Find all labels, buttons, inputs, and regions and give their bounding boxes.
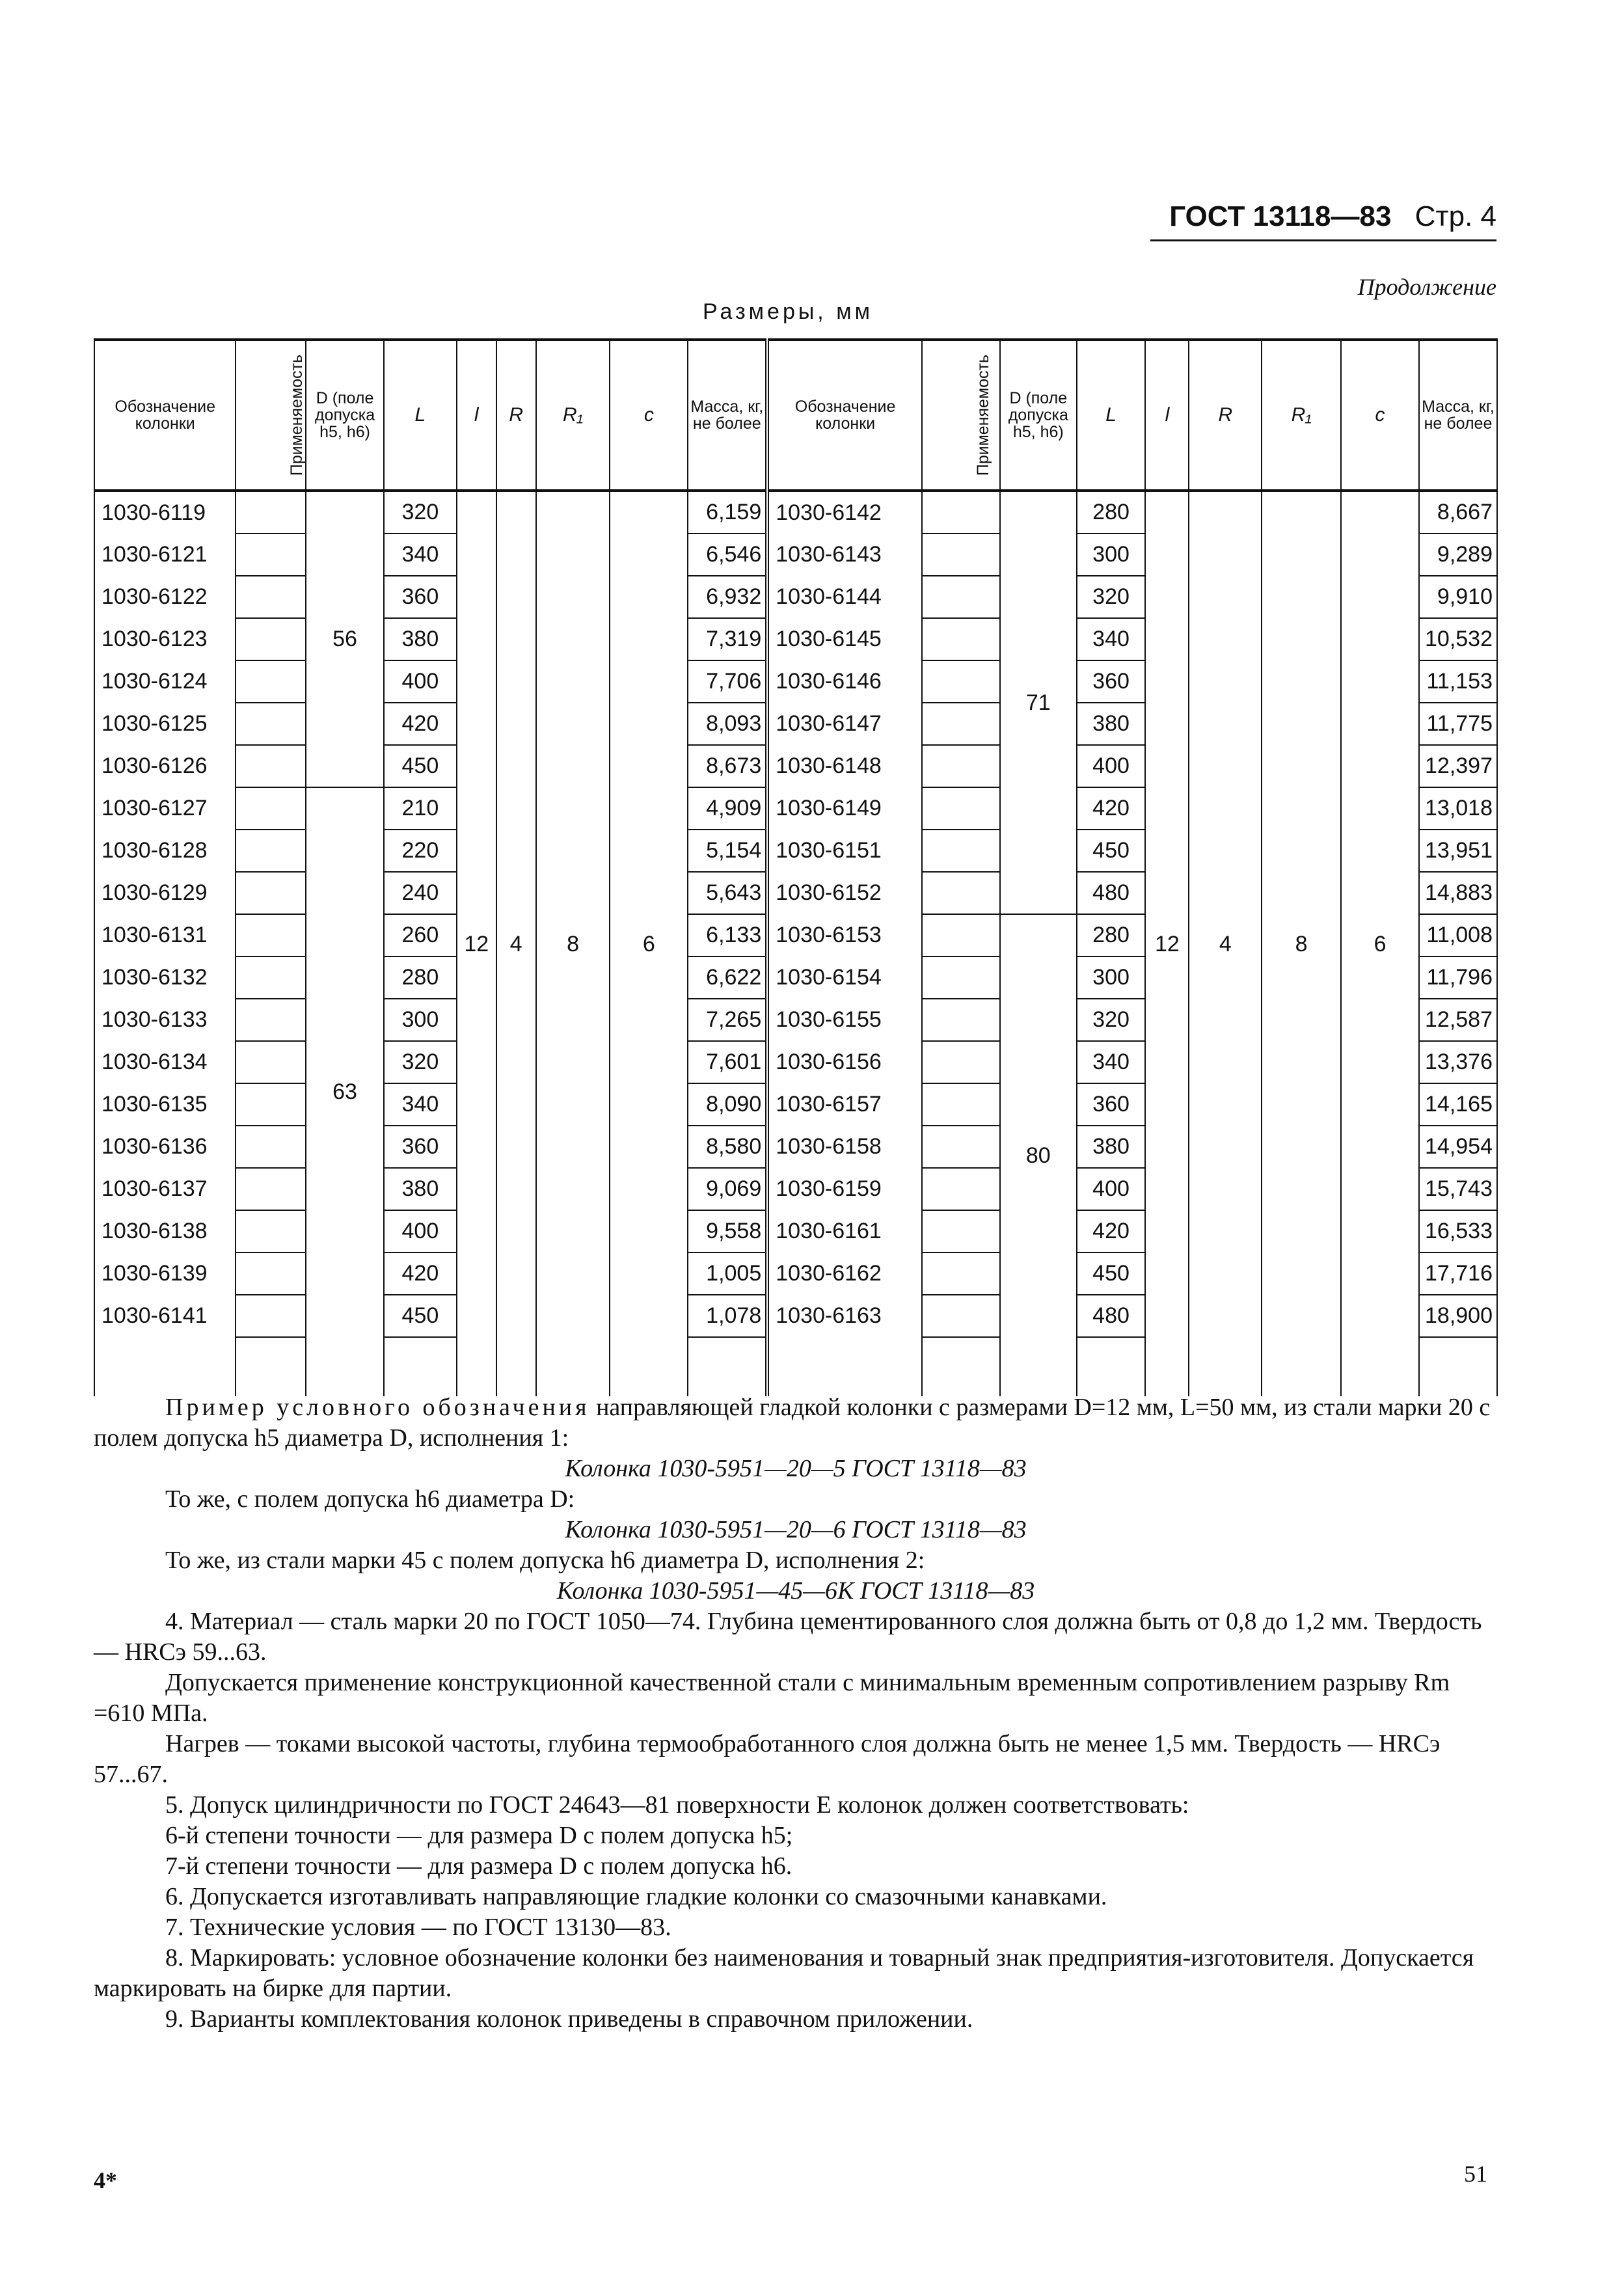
applicability-cell <box>236 576 306 618</box>
note-4b: Допускается применение конструкционной качественной стали с минимальным временным сопротивлением разрыву Rm =610 МПа. <box>94 1669 1450 1727</box>
applicability-cell <box>236 1041 306 1083</box>
mass-cell: 14,954 <box>1419 1126 1497 1168</box>
note-6: 6. Допускается изготавливать направляющие гладкие колонки со смазочными канавками. <box>165 1883 1107 1910</box>
designation-cell: 1030-6132 <box>94 956 236 999</box>
applicability-cell <box>236 1168 306 1210</box>
col-l: l <box>457 340 496 491</box>
table-tail-cell <box>1077 1337 1146 1396</box>
applicability-cell <box>922 618 1000 660</box>
L-cell: 450 <box>1077 830 1146 872</box>
L-cell: 380 <box>1077 1126 1146 1168</box>
col-R-2: R <box>1189 340 1262 491</box>
L-cell: 320 <box>1077 999 1146 1041</box>
L-cell: 420 <box>384 1253 457 1295</box>
applicability-cell <box>922 830 1000 872</box>
applicability-cell <box>236 491 306 534</box>
designation-cell: 1030-6125 <box>94 703 236 745</box>
applicability-cell <box>236 956 306 999</box>
applicability-cell <box>922 491 1000 534</box>
applicability-cell <box>236 830 306 872</box>
example-paragraph: Пример условного обозначения направляющей гладкой колонки с размерами D=12 мм, L=50 мм, из стали марки 20 с полем допуска h5 диаметра D, исполнения 1: <box>94 1394 1491 1452</box>
mass-cell: 11,153 <box>1419 660 1497 703</box>
applicability-cell <box>922 1295 1000 1337</box>
mass-cell: 4,909 <box>688 787 767 830</box>
applicability-cell <box>922 1083 1000 1126</box>
mass-cell: 5,154 <box>688 830 767 872</box>
col-mass: Масса, кг, не более <box>688 340 767 491</box>
mass-cell: 7,265 <box>688 999 767 1041</box>
mass-cell: 8,673 <box>688 745 767 787</box>
designation-cell: 1030-6141 <box>94 1295 236 1337</box>
mass-cell: 6,159 <box>688 491 767 534</box>
L-cell: 340 <box>384 534 457 576</box>
L-cell: 340 <box>1077 618 1146 660</box>
mass-cell: 12,587 <box>1419 999 1497 1041</box>
L-cell: 380 <box>384 618 457 660</box>
designation-cell: 1030-6122 <box>94 576 236 618</box>
table-tail-cell <box>94 1337 236 1396</box>
D-cell: 80 <box>1000 914 1077 1396</box>
mass-cell: 16,533 <box>1419 1210 1497 1253</box>
note-5a: 6-й степени точности — для размера D с полем допуска h5; <box>165 1822 793 1849</box>
table-tail-cell <box>384 1337 457 1396</box>
applicability-cell <box>236 618 306 660</box>
col-designation-2: Обозначение колонки <box>767 340 922 491</box>
mass-cell: 13,376 <box>1419 1041 1497 1083</box>
designation-cell: 1030-6148 <box>767 745 922 787</box>
applicability-cell <box>922 703 1000 745</box>
applicability-cell <box>922 999 1000 1041</box>
designation-cell: 1030-6119 <box>94 491 236 534</box>
designation-cell: 1030-6149 <box>767 787 922 830</box>
applicability-cell <box>922 1126 1000 1168</box>
L-cell: 280 <box>384 956 457 999</box>
note-9: 9. Варианты комплектования колонок приведены в справочном приложении. <box>165 2005 973 2033</box>
table-row <box>94 491 1497 534</box>
mass-cell: 11,796 <box>1419 956 1497 999</box>
R1-cell: 8 <box>1262 491 1341 1396</box>
L-cell: 240 <box>384 872 457 914</box>
l-cell: 12 <box>1145 491 1189 1396</box>
designation-cell: 1030-6128 <box>94 830 236 872</box>
designation-cell: 1030-6139 <box>94 1253 236 1295</box>
designation-cell: 1030-6135 <box>94 1083 236 1126</box>
designation-cell: 1030-6134 <box>94 1041 236 1083</box>
example-2: Колонка 1030-5951—20—6 ГОСТ 13118—83 <box>565 1516 1027 1543</box>
applicability-cell <box>236 1126 306 1168</box>
applicability-cell <box>922 1210 1000 1253</box>
mass-cell: 6,932 <box>688 576 767 618</box>
designation-cell: 1030-6151 <box>767 830 922 872</box>
L-cell: 320 <box>384 491 457 534</box>
mass-cell: 12,397 <box>1419 745 1497 787</box>
continuation-label: Продолжение <box>1357 274 1496 300</box>
L-cell: 450 <box>1077 1253 1146 1295</box>
c-cell: 6 <box>610 491 688 1396</box>
mass-cell: 10,532 <box>1419 618 1497 660</box>
mass-cell: 1,078 <box>688 1295 767 1337</box>
mass-cell: 9,289 <box>1419 534 1497 576</box>
L-cell: 480 <box>1077 872 1146 914</box>
applicability-cell <box>922 956 1000 999</box>
applicability-cell <box>236 1295 306 1337</box>
col-c-2: c <box>1341 340 1419 491</box>
R-cell: 4 <box>1189 491 1262 1396</box>
L-cell: 280 <box>1077 491 1146 534</box>
designation-cell: 1030-6145 <box>767 618 922 660</box>
L-cell: 320 <box>1077 576 1146 618</box>
mass-cell: 7,601 <box>688 1041 767 1083</box>
L-cell: 380 <box>384 1168 457 1210</box>
note-5: 5. Допуск цилиндричности по ГОСТ 24643—81 поверхности Е колонок должен соответствовать: <box>165 1791 1189 1819</box>
note-7: 7. Технические условия — по ГОСТ 13130—83. <box>165 1914 671 1941</box>
designation-cell: 1030-6131 <box>94 914 236 956</box>
mass-cell: 13,018 <box>1419 787 1497 830</box>
col-applicability-2: Применяемость <box>922 340 1000 491</box>
sizes-caption: Размеры, мм <box>703 299 873 324</box>
table-tail-cell <box>1419 1337 1497 1396</box>
col-D: D (поле допуска h5, h6) <box>306 340 384 491</box>
table-body <box>94 491 1497 1396</box>
applicability-cell <box>922 1168 1000 1210</box>
applicability-cell <box>236 914 306 956</box>
col-R1-2: R₁ <box>1262 340 1341 491</box>
mass-cell: 8,090 <box>688 1083 767 1126</box>
col-c: c <box>610 340 688 491</box>
designation-cell: 1030-6162 <box>767 1253 922 1295</box>
designation-cell: 1030-6129 <box>94 872 236 914</box>
mass-cell: 9,558 <box>688 1210 767 1253</box>
L-cell: 360 <box>1077 1083 1146 1126</box>
mass-cell: 14,883 <box>1419 872 1497 914</box>
notes <box>94 1392 1498 2035</box>
mass-cell: 6,622 <box>688 956 767 999</box>
mass-cell: 14,165 <box>1419 1083 1497 1126</box>
mass-cell: 8,093 <box>688 703 767 745</box>
designation-cell: 1030-6136 <box>94 1126 236 1168</box>
L-cell: 300 <box>1077 956 1146 999</box>
note-8: 8. Маркировать: условное обозначение колонки без наименования и товарный знак предприятия-изготовителя. Допускается маркировать на бирке для партии. <box>94 1944 1474 2002</box>
page-header <box>1150 200 1496 241</box>
sheet-mark: 4* <box>94 2167 117 2193</box>
applicability-cell <box>922 872 1000 914</box>
designation-cell: 1030-6157 <box>767 1083 922 1126</box>
mass-cell: 7,319 <box>688 618 767 660</box>
same-steel-45: То же, из стали марки 45 с полем допуска h6 диаметра D, исполнения 2: <box>165 1547 925 1574</box>
designation-cell: 1030-6123 <box>94 618 236 660</box>
page-number: 51 <box>1464 2161 1487 2187</box>
mass-cell: 8,667 <box>1419 491 1497 534</box>
designation-cell: 1030-6121 <box>94 534 236 576</box>
mass-cell: 9,069 <box>688 1168 767 1210</box>
L-cell: 300 <box>1077 534 1146 576</box>
designation-cell: 1030-6146 <box>767 660 922 703</box>
L-cell: 450 <box>384 745 457 787</box>
mass-cell: 6,133 <box>688 914 767 956</box>
L-cell: 400 <box>384 660 457 703</box>
designation-cell: 1030-6137 <box>94 1168 236 1210</box>
mass-cell: 17,716 <box>1419 1253 1497 1295</box>
note-4c: Нагрев — токами высокой частоты, глубина термообработанного слоя должна быть не менее 1,5 мм. Твердость — HRCэ 57...67. <box>94 1730 1441 1788</box>
L-cell: 400 <box>1077 745 1146 787</box>
applicability-cell <box>922 1041 1000 1083</box>
mass-cell: 9,910 <box>1419 576 1497 618</box>
designation-cell: 1030-6156 <box>767 1041 922 1083</box>
applicability-cell <box>922 534 1000 576</box>
col-R: R <box>496 340 536 491</box>
note-5b: 7-й степени точности — для размера D с полем допуска h6. <box>165 1852 792 1880</box>
same-h6: То же, с полем допуска h6 диаметра D: <box>165 1485 575 1513</box>
applicability-cell <box>236 1083 306 1126</box>
designation-cell: 1030-6147 <box>767 703 922 745</box>
L-cell: 400 <box>1077 1168 1146 1210</box>
applicability-cell <box>922 745 1000 787</box>
mass-cell: 11,008 <box>1419 914 1497 956</box>
applicability-cell <box>236 745 306 787</box>
L-cell: 260 <box>384 914 457 956</box>
L-cell: 360 <box>384 1126 457 1168</box>
table-tail-cell <box>922 1337 1000 1396</box>
applicability-cell <box>236 999 306 1041</box>
designation-cell: 1030-6133 <box>94 999 236 1041</box>
applicability-cell <box>236 534 306 576</box>
designation-cell: 1030-6152 <box>767 872 922 914</box>
mass-cell: 11,775 <box>1419 703 1497 745</box>
L-cell: 280 <box>1077 914 1146 956</box>
designation-cell: 1030-6153 <box>767 914 922 956</box>
applicability-cell <box>236 872 306 914</box>
page-label: Стр. 4 <box>1414 200 1496 232</box>
col-l-2: l <box>1145 340 1189 491</box>
mass-cell: 6,546 <box>688 534 767 576</box>
mass-cell: 15,743 <box>1419 1168 1497 1210</box>
L-cell: 320 <box>384 1041 457 1083</box>
mass-cell: 18,900 <box>1419 1295 1497 1337</box>
col-L-2: L <box>1077 340 1146 491</box>
applicability-cell <box>236 787 306 830</box>
applicability-cell <box>922 1253 1000 1295</box>
applicability-cell <box>922 914 1000 956</box>
applicability-cell <box>236 660 306 703</box>
L-cell: 400 <box>384 1210 457 1253</box>
designation-cell: 1030-6163 <box>767 1295 922 1337</box>
designation-cell: 1030-6126 <box>94 745 236 787</box>
L-cell: 340 <box>1077 1041 1146 1083</box>
designation-cell: 1030-6159 <box>767 1168 922 1210</box>
mass-cell: 5,643 <box>688 872 767 914</box>
D-cell: 63 <box>306 787 384 1396</box>
note-4: 4. Материал — сталь марки 20 по ГОСТ 1050—74. Глубина цементированного слоя должна быть от 0,8 до 1,2 мм. Твердость — HRCэ 59...63. <box>94 1608 1482 1666</box>
R-cell: 4 <box>496 491 536 1396</box>
L-cell: 340 <box>384 1083 457 1126</box>
designation-cell: 1030-6124 <box>94 660 236 703</box>
table-tail-cell <box>236 1337 306 1396</box>
mass-cell: 8,580 <box>688 1126 767 1168</box>
designation-cell: 1030-6143 <box>767 534 922 576</box>
D-cell: 71 <box>1000 491 1077 914</box>
mass-cell: 13,951 <box>1419 830 1497 872</box>
l-cell: 12 <box>457 491 496 1396</box>
example-1: Колонка 1030-5951—20—5 ГОСТ 13118—83 <box>565 1455 1027 1482</box>
designation-cell: 1030-6158 <box>767 1126 922 1168</box>
applicability-cell <box>922 660 1000 703</box>
col-R1: R₁ <box>536 340 610 491</box>
applicability-cell <box>236 1253 306 1295</box>
L-cell: 420 <box>384 703 457 745</box>
col-L: L <box>384 340 457 491</box>
col-designation: Обозначение колонки <box>94 340 236 491</box>
applicability-cell <box>236 1210 306 1253</box>
designation-cell: 1030-6127 <box>94 787 236 830</box>
L-cell: 210 <box>384 787 457 830</box>
designation-cell: 1030-6154 <box>767 956 922 999</box>
applicability-cell <box>922 787 1000 830</box>
standard-number: ГОСТ 13118—83 <box>1169 200 1392 232</box>
L-cell: 300 <box>384 999 457 1041</box>
designation-cell: 1030-6155 <box>767 999 922 1041</box>
col-mass-2: Масса, кг, не более <box>1419 340 1497 491</box>
applicability-cell <box>236 703 306 745</box>
columns-table <box>94 338 1498 1396</box>
table-tail-cell <box>767 1337 922 1396</box>
col-D-2: D (поле допуска h5, h6) <box>1000 340 1077 491</box>
c-cell: 6 <box>1341 491 1419 1396</box>
designation-cell: 1030-6161 <box>767 1210 922 1253</box>
L-cell: 420 <box>1077 787 1146 830</box>
L-cell: 480 <box>1077 1295 1146 1337</box>
mass-cell: 7,706 <box>688 660 767 703</box>
L-cell: 220 <box>384 830 457 872</box>
example-3: Колонка 1030-5951—45—6К ГОСТ 13118—83 <box>556 1577 1035 1605</box>
designation-cell: 1030-6144 <box>767 576 922 618</box>
L-cell: 380 <box>1077 703 1146 745</box>
R1-cell: 8 <box>536 491 610 1396</box>
designation-cell: 1030-6138 <box>94 1210 236 1253</box>
D-cell: 56 <box>306 491 384 787</box>
L-cell: 420 <box>1077 1210 1146 1253</box>
L-cell: 360 <box>1077 660 1146 703</box>
table-tail-cell <box>688 1337 767 1396</box>
mass-cell: 1,005 <box>688 1253 767 1295</box>
applicability-cell <box>922 576 1000 618</box>
L-cell: 360 <box>384 576 457 618</box>
L-cell: 450 <box>384 1295 457 1337</box>
table-header <box>94 340 1497 491</box>
col-applicability: Применяемость <box>236 340 306 491</box>
designation-cell: 1030-6142 <box>767 491 922 534</box>
